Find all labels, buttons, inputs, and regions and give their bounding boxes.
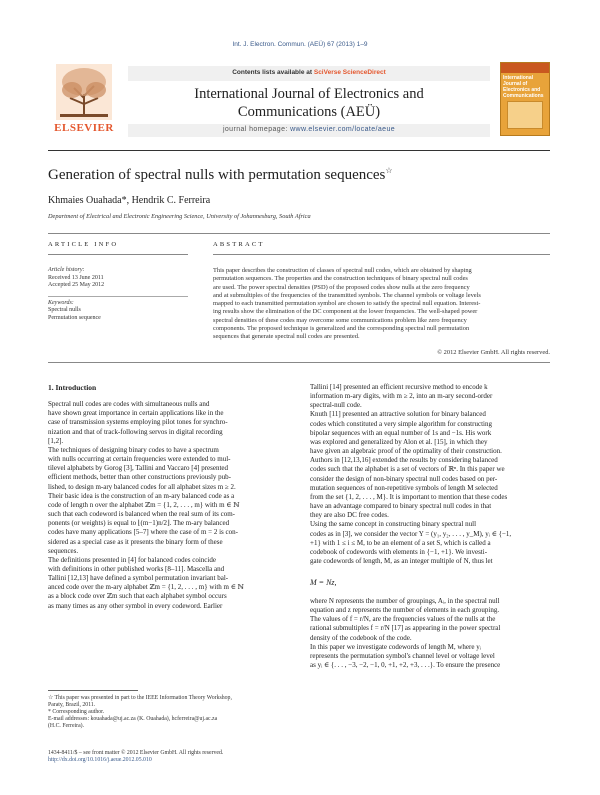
body-text-line: have given an algebraic proof of the optimality of their construction. bbox=[310, 447, 502, 456]
body-text-line: Spectral null codes are codes with simultaneous nulls and bbox=[48, 400, 210, 409]
body-text-line: represents the permutation symbol's channel level or voltage level bbox=[310, 651, 495, 660]
footnote-line: Paraty, Brazil, 2011. bbox=[48, 702, 96, 708]
body-text-line: with definitions in other published works [8–11]. Mascella and bbox=[48, 564, 225, 573]
footnote-line: ☆ This paper was presented in part to the IEEE Information Theory Workshop, bbox=[48, 695, 232, 701]
body-text-line: [1,2]. bbox=[48, 436, 64, 445]
footnote-line: E-mail addresses: kouahada@uj.ac.za (K. Ouahada), hcferreira@uj.ac.za bbox=[48, 716, 218, 722]
body-text-line: tilevel alphabets by Gorog [3], Tallini and Vaccaro [4] presented bbox=[48, 464, 229, 473]
body-text-line: spectral-null code. bbox=[310, 401, 362, 410]
body-text-line: The values of f = r/N, are the frequencies values of the nulls at the bbox=[310, 615, 496, 624]
body-text-line: sequences. bbox=[48, 546, 79, 555]
right-lines bbox=[310, 383, 550, 566]
body-text-line: from the set {1, 2, . . . , M}. It is important to mention that these codes bbox=[310, 492, 508, 501]
history-label: Article history: bbox=[48, 267, 85, 273]
doi-link[interactable]: http://dx.doi.org/10.1016/j.aeue.2012.05.010 bbox=[48, 757, 152, 763]
authors: Khmaies Ouahada*, Hendrik C. Ferreira bbox=[48, 195, 211, 206]
body-text-line: have an advantage compared to binary spectral null codes in that bbox=[310, 502, 492, 511]
abstract-line: This paper describes the construction of classes of spectral null codes, which are obtained by shaping bbox=[213, 267, 472, 274]
info-sep bbox=[48, 296, 188, 297]
journal-cover[interactable] bbox=[500, 62, 550, 136]
body-text-line: Knuth [11] presented an attractive solution for binary balanced bbox=[310, 410, 486, 419]
abstract-line: sequences that generate spectral null codes are presented. bbox=[213, 333, 360, 341]
body-text-line: The definitions presented in [4] for balanced codes coincide bbox=[48, 555, 216, 564]
abstract-line: and at submultiples of the frequencies of the transmitted symbols. The channel symbols or voltage levels bbox=[213, 291, 481, 299]
body-text-line: was explored and generalized by Alon et al. [15], in which they bbox=[310, 437, 488, 446]
body-text-line: codes which constituted a very simple algorithm for constructing bbox=[310, 419, 492, 428]
info-divider bbox=[48, 254, 188, 255]
footnotes bbox=[48, 695, 290, 730]
right-after-lines bbox=[310, 597, 550, 670]
body-text-line: as a block code over ℤm such that each alphabet symbol occurs bbox=[48, 592, 227, 601]
affiliation: Department of Electrical and Electronic Engineering Science, University of Johannesburg, South Africa bbox=[48, 213, 311, 220]
keyword: Spectral nulls bbox=[48, 307, 81, 314]
abstract-line: spectral densities of these codes may overcome some communications problem like zero frequency bbox=[213, 316, 467, 324]
body-text-line: +1} with 1 ≤ i ≤ M, to be an element of a set S, which is called a bbox=[310, 538, 491, 547]
body-text-line: have shown great importance in certain applications like in the bbox=[48, 409, 224, 418]
body-text-line: gate codewords of length, M, as an integer multiple of N, thus let bbox=[310, 556, 493, 565]
contents-prefix: Contents lists available at bbox=[232, 69, 313, 76]
body-text-line: anced code over the m-ary alphabet ℤm = {1, 2, . . . , m} with m ∈ ℕ bbox=[48, 583, 245, 592]
paper-title bbox=[48, 166, 550, 184]
contents-available bbox=[128, 69, 490, 76]
body-text-line: code of length n over the alphabet ℤm = {1, 2, . . . , m} with m ∈ ℕ bbox=[48, 500, 240, 509]
body-text-line: Their basic idea is the construction of an m-ary balanced code as a bbox=[48, 491, 235, 500]
body-divider bbox=[48, 362, 550, 363]
journal-citation: Int. J. Electron. Commun. (AEÜ) 67 (2013) 1–9 bbox=[232, 41, 368, 48]
footnote-line: * Corresponding author. bbox=[48, 709, 105, 715]
abstract-heading: ABSTRACT bbox=[213, 241, 265, 248]
sciencedirect-link[interactable]: SciVerse ScienceDirect bbox=[313, 69, 386, 76]
issn-doi bbox=[48, 750, 308, 764]
body-text-line: codes as in [3], we consider the vector Y = (y₁, y₂, . . . , y_M), yᵢ ∈ {−1, bbox=[310, 529, 512, 538]
body-text-line: lished, to design m-ary balanced codes for all alphabet sizes m ≥ 2. bbox=[48, 482, 236, 491]
body-text-line: mutation sequences of non-repetitive symbols of length M selected bbox=[310, 483, 498, 492]
cover-image bbox=[507, 101, 543, 129]
body-right-column bbox=[310, 383, 550, 566]
homepage-url-link[interactable]: www.elsevier.com/locate/aeue bbox=[290, 126, 396, 133]
body-text-line: ponents (or weights) is equal to ⌊(m−1)n/2⌋. The m-ary balanced bbox=[48, 519, 230, 528]
body-text-line: with nulls occurring at certain frequencies were extended to mul- bbox=[48, 455, 231, 464]
body-text-line: The techniques of designing binary codes to have a spectrum bbox=[48, 445, 219, 454]
body-text-line: Authors in [12,13,16] extended the results by considering balanced bbox=[310, 456, 498, 465]
body-text-line: rational submultiples f = r/N [17] as appearing in the power spectral bbox=[310, 624, 501, 633]
keyword: Permutation sequence bbox=[48, 314, 101, 321]
body-text-line: they are also DC free codes. bbox=[310, 511, 389, 520]
abstract-body bbox=[213, 267, 550, 342]
homepage-prefix: journal homepage: bbox=[222, 126, 288, 133]
issn-line: 1434-8411/$ – see front matter © 2012 Elsevier GmbH. All rights reserved. bbox=[48, 750, 224, 756]
body-text-line: case of transmission systems employing pilot tones for synchro- bbox=[48, 418, 228, 427]
abstract-line: mapped to each transmitted permutation symbol are chosen to satisfy the spectral null equation. Interest- bbox=[213, 300, 481, 308]
body-text-line: where N represents the number of groupings, Aᵢ, in the spectral null bbox=[310, 597, 500, 605]
body-text-line: sidered as a special case as it presents the binary form of these bbox=[48, 537, 223, 546]
journal-title-line1: International Journal of Electronics and bbox=[194, 86, 424, 102]
header-rule bbox=[48, 150, 550, 151]
copyright: © 2012 Elsevier GmbH. All rights reserved. bbox=[437, 349, 550, 356]
article-info bbox=[48, 267, 188, 323]
body-right-continued bbox=[310, 597, 550, 670]
abstract-line: ing results show the elimination of the DC component at the lower frequencies. The well-shaped power bbox=[213, 308, 478, 316]
elsevier-logo[interactable] bbox=[48, 62, 120, 136]
body-text-line: In this paper we investigate codewords of length M, where yᵢ bbox=[310, 642, 481, 651]
accepted-date: Accepted 25 May 2012 bbox=[48, 282, 105, 289]
journal-title-line2: Communications (AEÜ) bbox=[237, 104, 381, 120]
keywords-label: Keywords: bbox=[48, 299, 74, 306]
body-text-line: such that each codeword is balanced when the real sum of its com- bbox=[48, 510, 235, 519]
body-text-line: information m-ary digits, with m ≥ 2, into an m-ary second-order bbox=[310, 392, 493, 401]
body-text-line: Tallini [14] presented an efficient recursive method to encode k bbox=[310, 383, 488, 391]
abstract-line: permutation sequences. The properties and the construction techniques of binary spectral null codes bbox=[213, 275, 468, 283]
body-text-line: Using the same concept in constructing binary spectral null bbox=[310, 520, 477, 529]
title-footnote-mark[interactable]: ☆ bbox=[385, 166, 393, 175]
journal-homepage bbox=[128, 126, 490, 133]
journal-title bbox=[128, 85, 490, 121]
body-text-line: codes such that the alphabet is a set of vectors of ℝⁿ. In this paper we bbox=[310, 465, 505, 474]
abstract-divider bbox=[213, 254, 550, 255]
body-text-line: nization and that of track-following servos in digital recording bbox=[48, 427, 223, 436]
elsevier-wordmark: ELSEVIER bbox=[54, 122, 114, 134]
abstract-line: components. The proposed technique is generalized and the corresponding spectral null permutation bbox=[213, 325, 470, 333]
equation: M = Nz, bbox=[310, 578, 337, 587]
body-text-line: bipolar sequences with an equal number of 1s and −1s. His work bbox=[310, 428, 492, 437]
footnote-rule bbox=[48, 690, 138, 691]
paper-title-text: Generation of spectral nulls with permutation sequences bbox=[48, 167, 386, 183]
body-text-line: consider the design of non-binary spectral null codes based on per- bbox=[310, 474, 498, 483]
elsevier-tree-icon bbox=[56, 64, 112, 120]
divider bbox=[48, 233, 550, 234]
body-text-line: efficient methods, better than other constructions previously pub- bbox=[48, 473, 231, 482]
footnote-line: (H.C. Ferreira). bbox=[48, 723, 85, 729]
cover-band bbox=[501, 63, 549, 73]
body-text-line: Tallini [12,13] have defined a symbol permutation invariant bal- bbox=[48, 574, 229, 583]
section-heading: 1. Introduction bbox=[48, 383, 97, 392]
body-text-line: density of the codebook of the code. bbox=[310, 633, 412, 642]
body-text-line: codebook of codewords with elements in {−1, +1}. We investi- bbox=[310, 547, 488, 556]
body-text-line: as many times as any other symbol in every codeword. Earlier bbox=[48, 601, 223, 610]
left-lines bbox=[48, 400, 290, 611]
article-info-heading: ARTICLE INFO bbox=[48, 241, 119, 248]
body-text-line: codes have many applications [5–7] where the case of m = 2 is con- bbox=[48, 528, 238, 537]
cover-title: International Journal of Electronics and Communications bbox=[503, 75, 544, 99]
received-date: Received 13 June 2011 bbox=[48, 274, 104, 281]
abstract-line: are used. The power spectral densities (PSD) of the proposed codes show nulls at the zero frequency bbox=[213, 283, 470, 291]
body-text-line: equation and z represents the number of elements in each grouping. bbox=[310, 606, 500, 615]
body-text-line: as yᵢ ∈ {. . . , −3, −2, −1, 0, +1, +2, +3, . . .}. To ensure the presence bbox=[310, 661, 501, 670]
body-left-column bbox=[48, 383, 290, 611]
